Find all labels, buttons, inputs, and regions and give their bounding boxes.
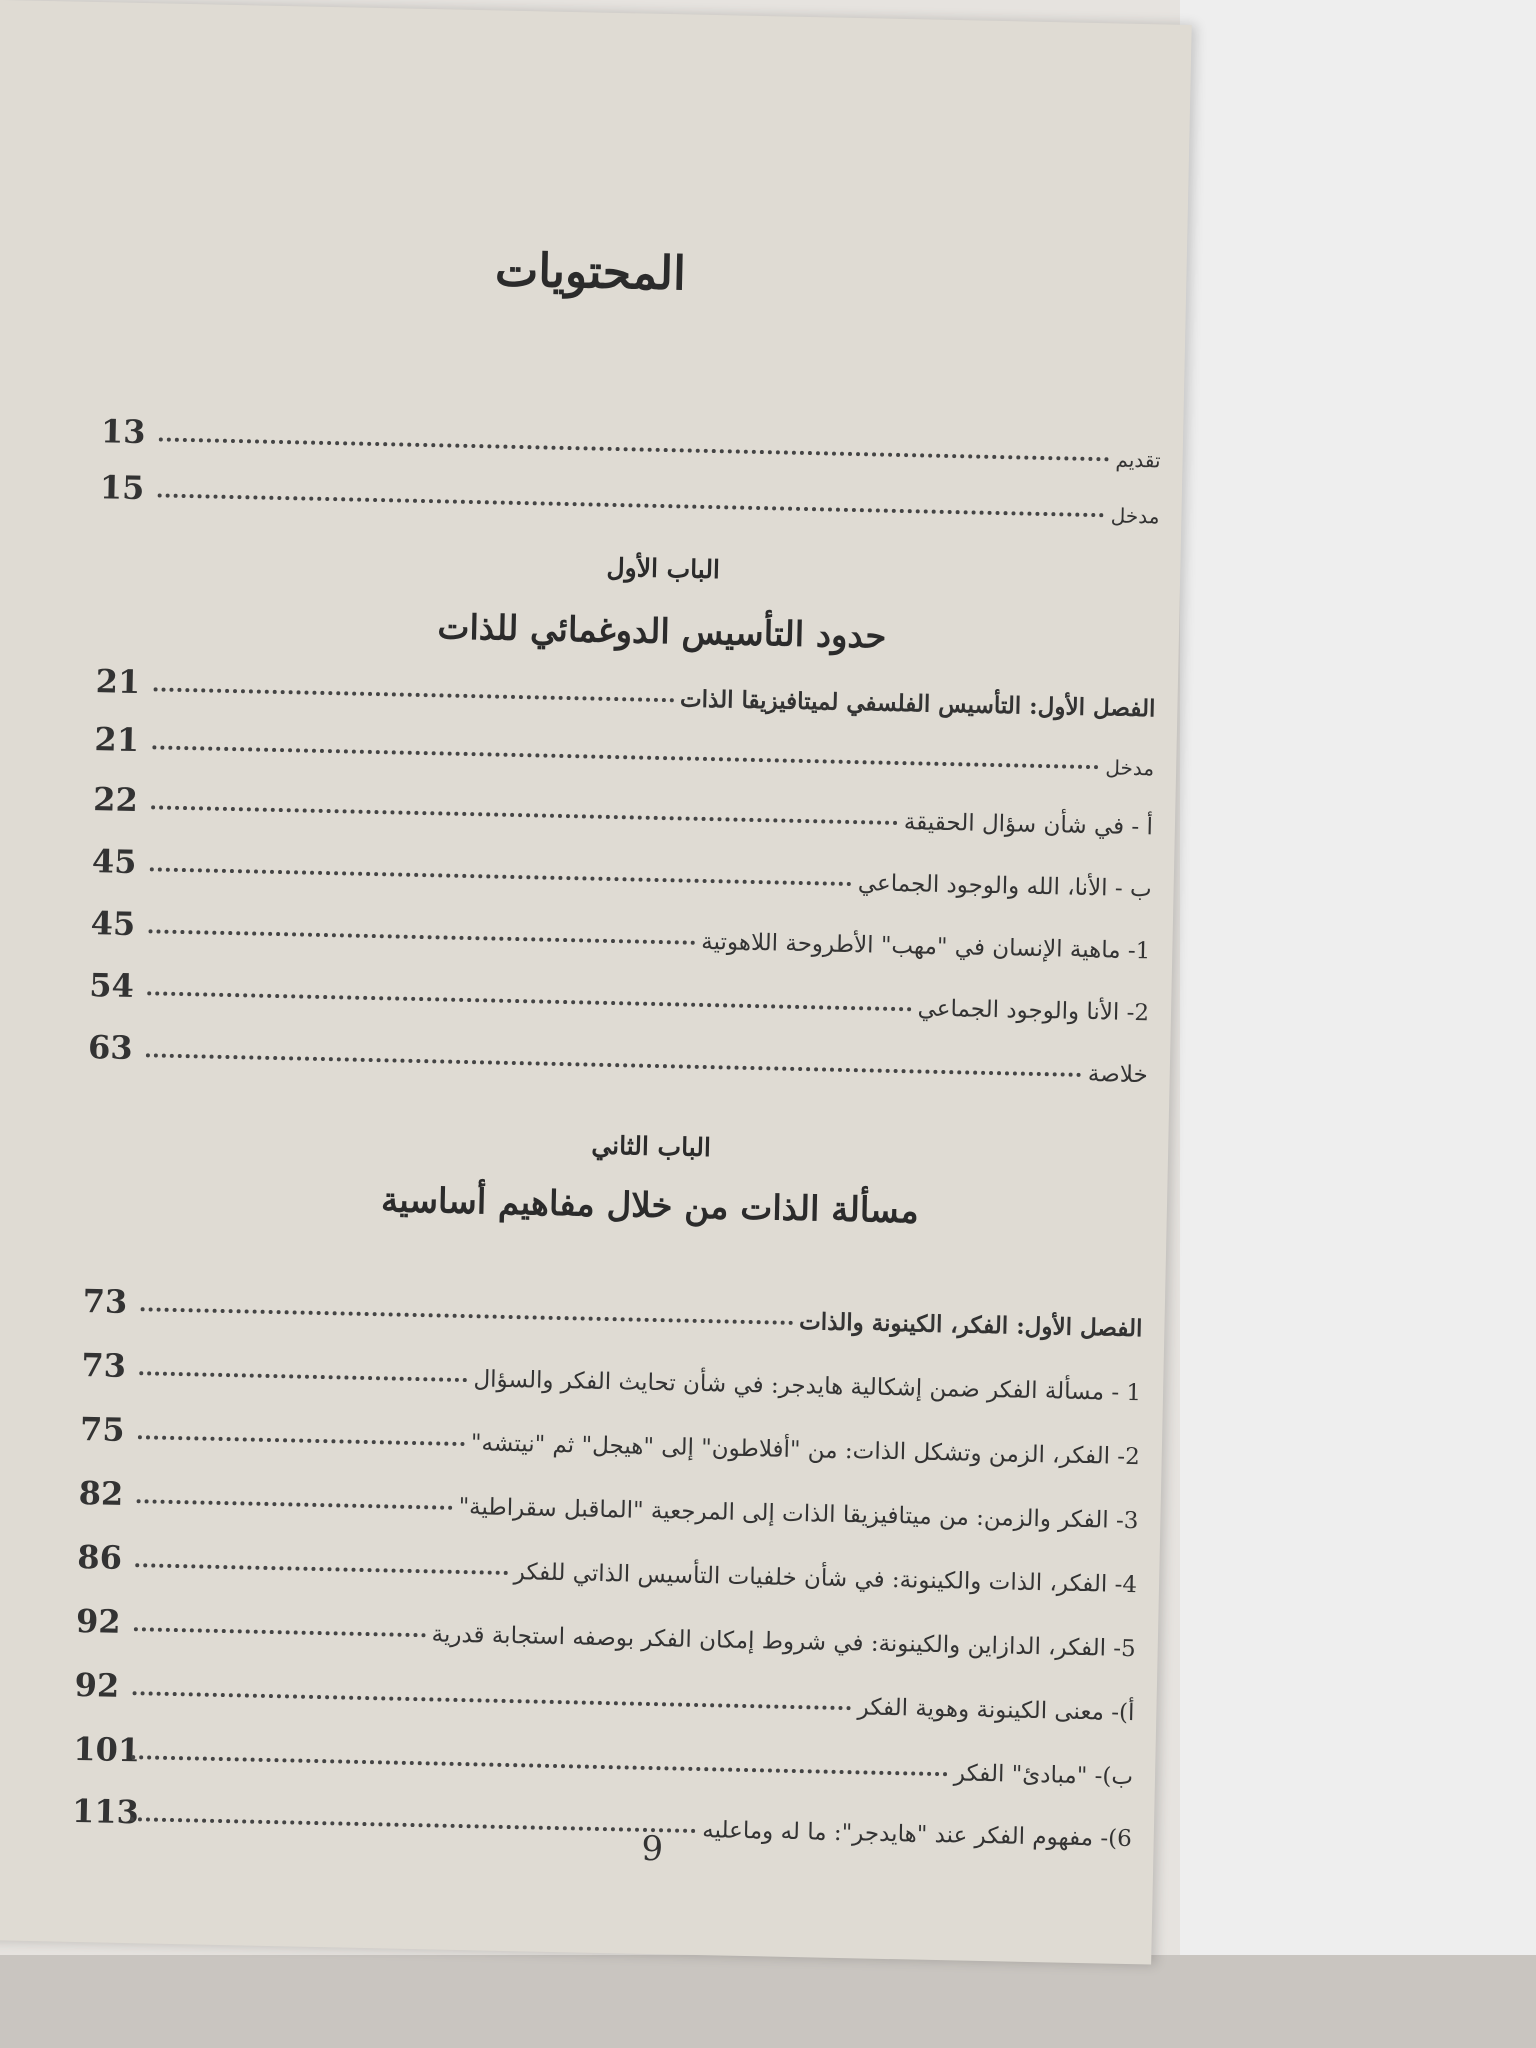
toc-entry-label: أ)- معنى الكينونة وهوية الفكر [857,1694,1135,1727]
toc-page-number: 101 [72,1729,141,1770]
toc-entry-label: 1 - مسألة الفكر ضمن إشكالية هايدجر: في شأن تحايث الفكر والسؤال [473,1366,1142,1407]
toc-entry-label: الفصل الأول: التأسيس الفلسفي لميتافيزيقا الذات [679,685,1156,723]
toc-leader-dots [150,867,852,886]
toc-entry [90,894,1151,964]
toc-entry-label: مدخل [1105,755,1155,781]
toc-leader-dots [154,687,674,702]
toc-leader-dots [139,1371,467,1382]
toc-page-number: 75 [79,1409,126,1449]
page-number: 9 [641,1828,664,1870]
toc-page-number: 92 [74,1665,120,1705]
toc-entry [80,1400,1141,1470]
toc-entry-label: الفصل الأول: الفكر، الكينونة والذات [798,1308,1143,1343]
toc-entry [95,652,1156,722]
toc-page-number: 45 [91,842,137,882]
part-two-label: الباب الثاني [591,1130,712,1163]
toc-entry-label: أ - في شأن سؤال الحقيقة [903,809,1154,841]
toc-leader-dots [151,805,898,825]
toc-leader-dots [148,929,695,944]
toc-entry-label: 3- الفكر والزمن: من ميتافيزيقا الذات إلى المرجعية "الماقبل سقراطية" [458,1493,1139,1535]
toc-entry-label: تقديم [1115,447,1161,473]
table-surface [0,1955,1536,2048]
toc-leader-dots [152,745,1099,769]
toc-leader-dots [130,1817,696,1833]
toc-entry-label: خلاصة [1087,1061,1149,1089]
page-title: المحتويات [494,242,687,301]
toc-entry-label: 6)- مفهوم الفكر عند "هايدجر": ما له وماعليه [702,1817,1133,1853]
toc-entry [88,1018,1149,1088]
toc-entry [81,1336,1142,1406]
adjacent-page [1180,0,1536,2048]
toc-leader-dots [159,437,1110,461]
toc-entry-label: 4- الفكر، الذات والكينونة: في شأن خلفيات التأسيس الذاتي للفكر [513,1559,1138,1599]
toc-leader-dots [141,1307,794,1325]
toc-page-number: 21 [95,662,141,702]
toc-entry-label: 1- ماهية الإنسان في "مهب" الأطروحة اللاهوتية [701,928,1151,965]
toc-entry-label: 2- الفكر، الزمن وتشكل الذات: من "أفلاطون" إلى "هيجل" ثم "نيتشه" [470,1430,1141,1471]
toc-page-number: 63 [87,1028,134,1068]
toc-entry-label: ب - الأنا، الله والوجود الجماعي [857,870,1152,903]
toc-page-number: 15 [99,468,145,508]
toc-leader-dots [146,1053,1082,1077]
toc-page-number: 13 [100,412,146,452]
toc-leader-dots [134,1627,426,1637]
toc-leader-dots [135,1563,508,1575]
toc-leader-dots [131,1755,948,1776]
toc-leader-dots [133,1691,852,1710]
toc-entry-label: 5- الفكر، الدازاين والكينونة: في شروط إمكان الفكر بوصفه استجابة قدرية [431,1621,1136,1663]
toc-entry [93,770,1154,840]
toc-entry [94,710,1155,780]
toc-entry [78,1464,1139,1534]
toc-entry-label: مدخل [1110,503,1160,529]
toc-page-number: 22 [92,780,139,820]
toc-page-number: 73 [81,1346,127,1385]
toc-entry-label: 2- الأنا والوجود الجماعي [917,995,1150,1027]
toc-page-number: 82 [78,1473,124,1513]
toc-leader-dots [158,493,1105,517]
toc-entry [72,1782,1133,1852]
toc-page-number: 54 [88,966,135,1006]
toc-page-number: 113 [71,1791,140,1832]
toc-page-number: 92 [75,1601,121,1641]
toc-entry [89,956,1150,1026]
toc-page-number: 21 [94,720,140,760]
toc-entry [74,1656,1135,1726]
toc-entry [73,1720,1134,1790]
toc-entry [76,1592,1137,1662]
toc-leader-dots [138,1435,465,1446]
part-two-title: مسألة الذات من خلال مفاهيم أساسية [380,1180,920,1232]
part-one-label: الباب الأول [606,552,721,585]
part-one-title: حدود التأسيس الدوغمائي للذات [437,607,887,657]
toc-entry [82,1272,1143,1342]
toc-entry-label: ب)- "مبادئ" الفكر [953,1760,1134,1791]
toc-page-number: 86 [77,1537,123,1577]
toc-page-number: 45 [90,904,136,944]
toc-leader-dots [147,991,911,1011]
toc-entry [92,832,1153,902]
toc-entry [77,1528,1138,1598]
toc-page-number: 73 [82,1282,128,1321]
toc-leader-dots [137,1499,453,1510]
